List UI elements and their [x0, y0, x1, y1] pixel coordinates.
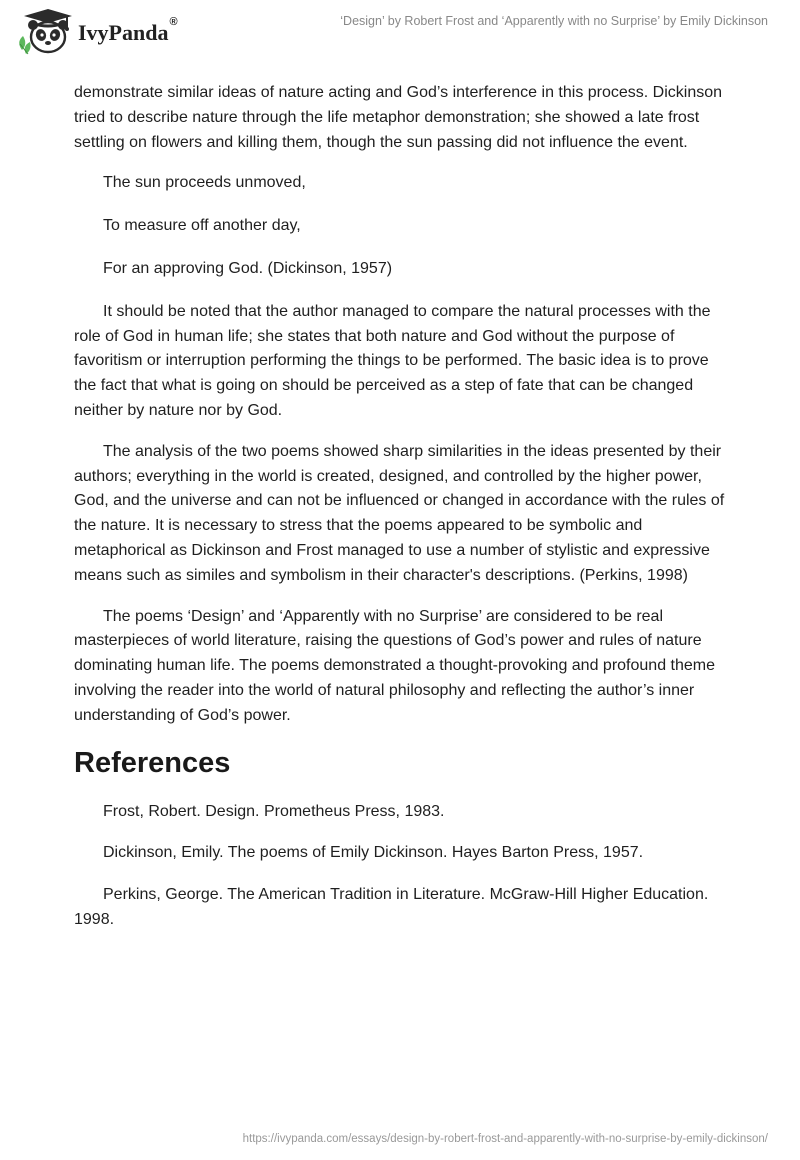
paragraph: It should be noted that the author managed to compare the natural processes with the role of God in human life; she states that both nature and God without the purpose of favoritism or interruption performing the things to be performed. The basic idea is to prove the fact that what is going on should be perceived as a step of fate that can be changed neither by nature nor by God.	[74, 302, 711, 419]
reference-item: Dickinson, Emily. The poems of Emily Dickinson. Hayes Barton Press, 1957.	[103, 844, 644, 862]
reference-item: Frost, Robert. Design. Prometheus Press, 1983.	[103, 802, 445, 820]
paragraph: The poems ‘Design’ and ‘Apparently with no Surprise’ are considered to be real masterpieces of world literature, raising the questions of God’s power and rules of nature dominating human life. The poems demonstrated a thought-provoking and profound theme involving the reader into the world of natural philosophy and reflecting the author’s inner understanding of God’s power.	[74, 607, 715, 724]
paragraph-intro: demonstrate similar ideas of nature acting and God’s interference in this process. Dickinson tried to describe nature through the life metaphor demonstration; she showed a late frost settling on flowers and killing them, though the sun passing did not influence the event.	[74, 84, 723, 151]
registered-mark: ®	[169, 16, 178, 28]
document-title: ‘Design’ by Robert Frost and ‘Apparently with no Surprise’ by Emily Dickinson	[340, 14, 768, 28]
references-heading: References	[74, 746, 231, 779]
ivypanda-logo[interactable]	[14, 8, 214, 56]
essay-body	[74, 81, 730, 950]
verse-line: To measure off another day,	[103, 217, 301, 235]
paragraph: The analysis of the two poems showed sharp similarities in the ideas presented by their authors; everything in the world is created, designed, and controlled by the higher power, God, and the universe and can not be influenced or changed in accordance with the rules of the nature. It is necessary to stress that the poems appeared to be symbolic and metaphorical as Dickinson and Frost managed to use a number of stylistic and expressive means such as similes and symbolism in their character's descriptions. (Perkins, 1998)	[74, 442, 725, 584]
source-url[interactable]: https://ivypanda.com/essays/design-by-robert-frost-and-apparently-with-no-surprise-by-emily-dickinson/	[242, 1133, 768, 1145]
brand-name: IvyPanda®	[78, 16, 178, 45]
page-header	[0, 0, 800, 70]
verse-line: For an approving God. (Dickinson, 1957)	[103, 259, 393, 277]
reference-item: Perkins, George. The American Tradition in Literature. McGraw-Hill Higher Education. 1998.	[74, 886, 709, 928]
panda-graduation-cap-icon	[14, 8, 76, 56]
verse-line: The sun proceeds unmoved,	[103, 174, 306, 192]
